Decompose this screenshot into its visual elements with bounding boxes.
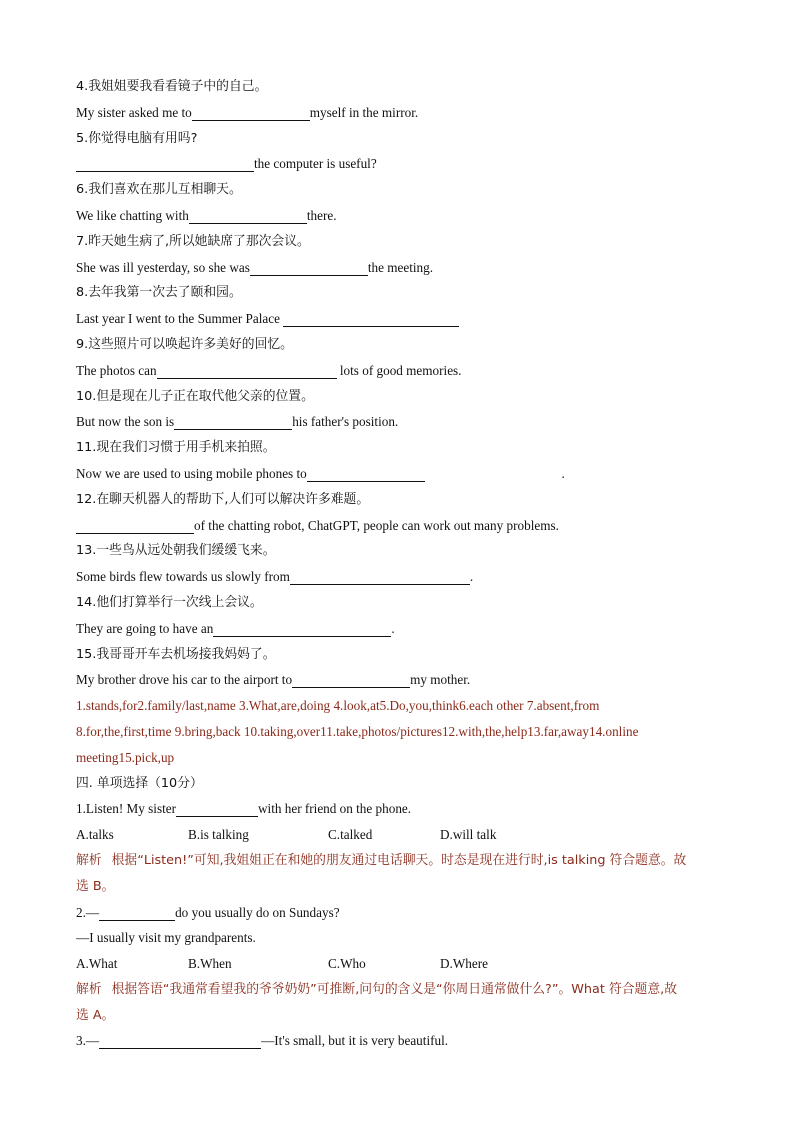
translation-item-12-english: of the chatting robot, ChatGPT, people can work out many problems.	[76, 513, 736, 539]
mc-question-2-reply: —I usually visit my grandparents.	[76, 930, 256, 946]
translation-item-11-english: Now we are used to using mobile phones to .	[76, 465, 565, 481]
option-d[interactable]: D.will talk	[440, 827, 497, 843]
translation-item-5-chinese: 5.你觉得电脑有用吗?	[76, 130, 198, 146]
option-a[interactable]: A.talks	[76, 827, 114, 843]
translation-item-13-english: Some birds flew towards us slowly from .	[76, 569, 474, 585]
answer-blank[interactable]	[99, 905, 175, 921]
mc-question-2-explanation-cont: 选 A。	[76, 1007, 115, 1023]
translation-item-14-english: They are going to have an .	[76, 620, 395, 636]
translation-item-10-english: But now the son is his father's position.	[76, 414, 399, 430]
translation-item-7-chinese: 7.昨天她生病了,所以她缺席了那次会议。	[76, 233, 310, 249]
translation-item-14-chinese: 14.他们打算举行一次线上会议。	[76, 594, 263, 610]
translation-item-6-chinese: 6.我们喜欢在那儿互相聊天。	[76, 182, 242, 198]
translation-item-4-chinese: 4.我姐姐要我看看镜子中的自己。	[76, 79, 268, 94]
option-c[interactable]: C.talked	[328, 827, 373, 843]
answer-blank[interactable]	[192, 105, 310, 121]
mc-question-1-explanation-cont: 选 B。	[76, 878, 115, 894]
answer-blank[interactable]	[76, 518, 194, 534]
translation-item-8-chinese: 8.去年我第一次去了颐和园。	[76, 285, 242, 301]
option-a[interactable]: A.What	[76, 956, 118, 972]
translation-item-8-english: Last year I went to the Summer Palace	[76, 306, 736, 332]
answer-blank[interactable]	[76, 156, 254, 172]
answer-blank[interactable]	[157, 363, 337, 379]
mc-question-2-stem: 2.— do you usually do on Sundays?	[76, 904, 340, 920]
option-d[interactable]: D.Where	[440, 956, 488, 972]
translation-item-6-english: We like chatting with there.	[76, 207, 337, 223]
mc-question-1-stem: 1.Listen! My sister with her friend on the phone.	[76, 801, 412, 817]
answer-blank[interactable]	[176, 801, 258, 817]
section-title: 四. 单项选择（10分）	[76, 775, 203, 791]
translation-item-15-chinese: 15.我哥哥开车去机场接我妈妈了。	[76, 646, 276, 662]
translation-item-9-english: The photos can lots of good memories.	[76, 362, 462, 378]
answer-key-line: meeting15.pick,up	[76, 749, 175, 765]
answer-key-line: 1.stands,for2.family/last,name 3.What,are,doing 4.look,at5.Do,you,think6.each other 7.absent,from	[76, 698, 600, 714]
translation-item-4-english: My sister asked me to myself in the mirror.	[76, 104, 419, 120]
translation-item-12-chinese: 12.在聊天机器人的帮助下,人们可以解决许多难题。	[76, 491, 370, 507]
translation-item-10-chinese: 10.但是现在儿子正在取代他父亲的位置。	[76, 388, 314, 404]
mc-question-1-options	[76, 822, 736, 848]
translation-item-11-chinese: 11.现在我们习惯于用手机来拍照。	[76, 440, 276, 456]
option-b[interactable]: B.When	[188, 956, 232, 972]
answer-blank[interactable]	[250, 260, 368, 276]
translation-item-13-chinese: 13.一些鸟从远处朝我们缓缓飞来。	[76, 543, 276, 559]
answer-blank[interactable]	[290, 569, 470, 585]
answer-blank[interactable]	[189, 208, 307, 224]
mc-question-1-explanation: 解析 根据“Listen!”可知,我姐姐正在和她的朋友通过电话聊天。时态是现在进行时,is talking 符合题意。故	[76, 852, 687, 868]
answer-blank[interactable]	[213, 621, 391, 637]
translation-item-15-english: My brother drove his car to the airport to my mother.	[76, 672, 471, 688]
translation-item-7-english: She was ill yesterday, so she was the meeting.	[76, 259, 434, 275]
mc-question-3-stem: 3.— —It's small, but it is very beautiful.	[76, 1033, 449, 1049]
option-c[interactable]: C.Who	[328, 956, 366, 972]
option-b[interactable]: B.is talking	[188, 827, 249, 843]
answer-blank[interactable]	[292, 672, 410, 688]
translation-item-9-chinese: 9.这些照片可以唤起许多美好的回忆。	[76, 336, 293, 352]
worksheet-page	[76, 74, 736, 1054]
mc-question-2-explanation: 解析 根据答语“我通常看望我的爷爷奶奶”可推断,问句的含义是“你周日通常做什么?”。What 符合题意,故	[76, 981, 678, 997]
answer-blank[interactable]	[174, 414, 292, 430]
answer-key-line: 8.for,the,first,time 9.bring,back 10.taking,over11.take,photos/pictures12.with,the,help13.far,away14.online	[76, 723, 639, 739]
answer-blank[interactable]	[307, 466, 425, 482]
translation-item-5-english: the computer is useful?	[76, 151, 736, 177]
mc-question-2-options	[76, 951, 736, 977]
answer-blank[interactable]	[99, 1033, 261, 1049]
answer-blank[interactable]	[283, 311, 459, 327]
